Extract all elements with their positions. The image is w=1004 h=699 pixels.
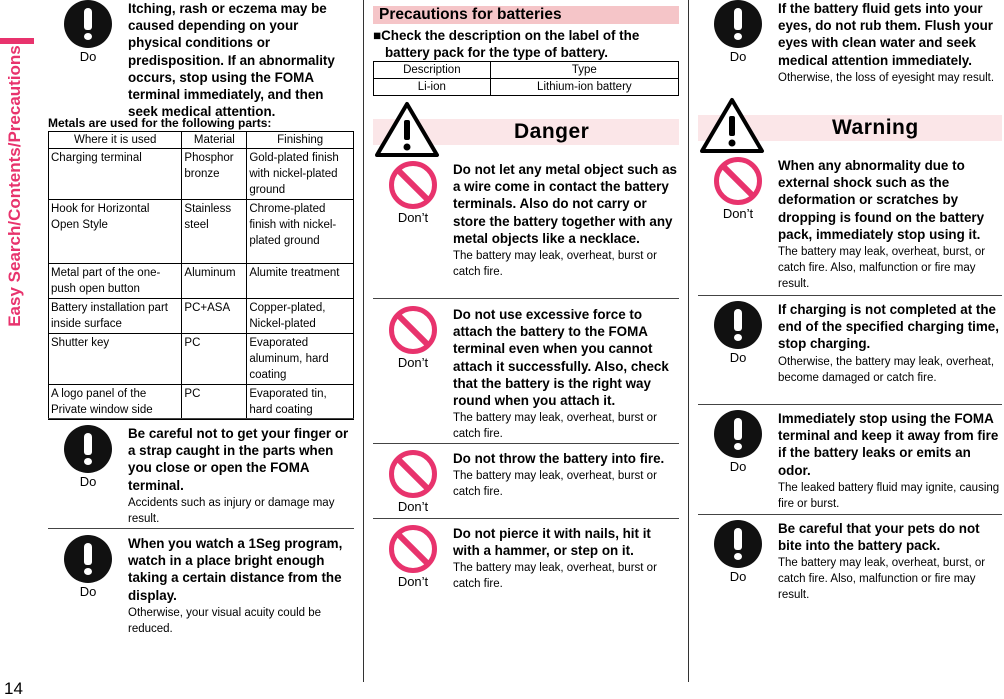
do-icon <box>714 410 762 458</box>
icon-caption: Do <box>729 49 747 64</box>
prohibited-icon <box>389 161 437 209</box>
table-cell: PC <box>182 334 247 385</box>
caution-text: Be careful that your pets do not bite into the battery pack. <box>778 521 980 554</box>
table-header-row <box>374 62 679 79</box>
icon-cell <box>373 161 453 280</box>
section-title: Precautions for batteries <box>373 6 679 24</box>
table-row <box>49 200 354 264</box>
column-header: Where it is used <box>49 132 182 149</box>
caution-text: Do not let any metal object such as a wire come in contact the battery terminals. Also do not carry or store the battery together with any metal objects like a necklace. <box>453 162 677 246</box>
caution-note: The battery may leak, overheat, burst, or catch fire. Also, malfunction or fire may result. <box>778 246 986 291</box>
caution-text: If charging is not completed at the end of the specified charging time, stop charging. <box>778 302 999 352</box>
caution-note: Otherwise, the loss of eyesight may result. <box>778 71 995 84</box>
icon-cell <box>373 306 453 442</box>
icon-caption: Don’t <box>397 574 429 589</box>
table-cell: Lithium-ion battery <box>490 79 678 96</box>
table-cell: Chrome-plated finish with nickel-plated ground <box>247 200 354 264</box>
icon-cell <box>48 425 128 527</box>
page-number: 14 <box>4 679 23 698</box>
icon-cell <box>373 450 453 514</box>
icon-cell <box>48 535 128 637</box>
icon-cell <box>698 0 778 86</box>
caution-note: The leaked battery fluid may ignite, causing fire or burst. <box>778 481 1000 510</box>
table-cell: Gold-plated finish with nickel-plated ground <box>247 149 354 200</box>
icon-caption: Do <box>729 350 747 365</box>
caution-text: When any abnormality due to external shock such as the deformation or scratches by dropping is found on the battery pack, immediately stop using it. <box>778 158 985 242</box>
icon-cell <box>698 157 778 292</box>
icon-cell <box>373 525 453 592</box>
caution-text: When you watch a 1Seg program, watch in a place bright enough taking a certain distance from the display. <box>128 536 343 603</box>
table-cell: PC <box>182 385 247 420</box>
divider <box>698 404 1002 405</box>
prohibited-icon <box>389 306 437 354</box>
caution-entry <box>698 520 1002 603</box>
icon-caption: Do <box>79 49 97 64</box>
do-icon <box>714 301 762 349</box>
table-cell: Shutter key <box>49 334 182 385</box>
icon-caption: Do <box>729 569 747 584</box>
table-cell: Phosphor bronze <box>182 149 247 200</box>
warning-triangle-icon <box>374 100 440 158</box>
icon-caption: Do <box>79 584 97 599</box>
icon-cell <box>698 410 778 512</box>
prohibited-icon <box>389 450 437 498</box>
icon-cell <box>698 301 778 386</box>
caution-text: If the battery fluid gets into your eyes, do not rub them. Flush your eyes with clean water and seek medical attention immediately. <box>778 1 994 68</box>
caution-note: Otherwise, your visual acuity could be reduced. <box>128 606 322 635</box>
caution-entry <box>698 410 1002 512</box>
do-icon <box>64 425 112 473</box>
icon-caption: Don’t <box>397 499 429 514</box>
caution-note: The battery may leak, overheat, burst or catch fire. <box>453 470 657 499</box>
divider <box>48 418 354 419</box>
caution-note: The battery may leak, overheat, burst or catch fire. <box>453 562 657 591</box>
table-cell: A logo panel of the Private window side <box>49 385 182 420</box>
divider <box>48 528 354 529</box>
icon-cell <box>48 0 128 120</box>
table-cell: Metal part of the one-push open button <box>49 264 182 299</box>
metals-heading: Metals are used for the following parts: <box>48 116 272 130</box>
caution-text: Do not pierce it with nails, hit it with a hammer, or step on it. <box>453 526 651 559</box>
side-tab[interactable] <box>0 0 34 699</box>
caution-entry <box>373 525 679 592</box>
table-cell: Evaporated aluminum, hard coating <box>247 334 354 385</box>
table-cell: Alumite treatment <box>247 264 354 299</box>
table-row <box>374 79 679 96</box>
column-divider <box>688 0 689 682</box>
caution-entry <box>698 0 1002 86</box>
caution-entry <box>48 425 354 527</box>
table-row <box>49 264 354 299</box>
do-icon <box>714 0 762 48</box>
do-icon <box>64 0 112 48</box>
caution-text: Itching, rash or eczema may be caused depending on your physical conditions or predisposition. If an abnormality occurs, stop using the FOMA terminal immediately, and then seek medical attention. <box>128 1 335 120</box>
table-header-row <box>49 132 354 149</box>
do-icon <box>714 520 762 568</box>
table-row <box>49 385 354 420</box>
prohibited-icon <box>389 525 437 573</box>
battery-table <box>373 61 679 96</box>
prohibited-icon <box>714 157 762 205</box>
table-cell: Aluminum <box>182 264 247 299</box>
table-cell: Copper-plated, Nickel-plated <box>247 299 354 334</box>
divider <box>698 514 1002 515</box>
table-cell: Li-ion <box>374 79 491 96</box>
caution-text: Be careful not to get your finger or a strap caught in the parts when you close or open the FOMA terminal. <box>128 426 349 493</box>
table-cell: Battery installation part inside surface <box>49 299 182 334</box>
caution-note: The battery may leak, overheat, burst or catch fire. <box>453 412 657 441</box>
caution-entry <box>698 157 1002 292</box>
icon-caption: Don’t <box>397 210 429 225</box>
warning-triangle-icon <box>699 96 765 154</box>
table-row <box>49 149 354 200</box>
table-cell: Charging terminal <box>49 149 182 200</box>
icon-cell <box>698 520 778 603</box>
caution-text: Do not throw the battery into fire. <box>453 451 665 466</box>
banner-title: Danger <box>514 120 590 143</box>
metals-table <box>48 131 354 420</box>
icon-caption: Do <box>729 459 747 474</box>
divider <box>373 443 679 444</box>
caution-entry <box>373 306 679 442</box>
table-row <box>49 334 354 385</box>
icon-caption: Do <box>79 474 97 489</box>
side-tab-label: Easy Search/Contents/Precautions <box>5 45 24 327</box>
caution-note: Accidents such as injury or damage may result. <box>128 496 335 525</box>
column-header: Finishing <box>247 132 354 149</box>
do-icon <box>64 535 112 583</box>
column-header: Type <box>490 62 678 79</box>
column-header: Material <box>182 132 247 149</box>
divider <box>698 295 1002 296</box>
table-cell: Hook for Horizontal Open Style <box>49 200 182 264</box>
table-cell: Evaporated tin, hard coating <box>247 385 354 420</box>
caution-entry <box>373 450 679 514</box>
check-heading: ■Check the description on the label of the battery pack for the type of battery. <box>373 28 640 61</box>
banner-title: Warning <box>832 116 919 139</box>
caution-entry <box>48 535 354 637</box>
divider <box>373 518 679 519</box>
column-header: Description <box>374 62 491 79</box>
table-row <box>49 299 354 334</box>
caution-text: Immediately stop using the FOMA terminal and keep it away from fire if the battery leaks or emits an odor. <box>778 411 999 478</box>
icon-caption: Don’t <box>397 355 429 370</box>
caution-entry <box>373 161 679 280</box>
caution-entry <box>698 301 1002 386</box>
caution-note: The battery may leak, overheat, burst, or catch fire. Also, malfunction or fire may result. <box>778 557 986 602</box>
icon-caption: Don’t <box>722 206 754 221</box>
caution-note: Otherwise, the battery may leak, overheat, become damaged or catch fire. <box>778 355 995 384</box>
caution-note: The battery may leak, overheat, burst or catch fire. <box>453 250 657 279</box>
caution-text: Do not use excessive force to attach the battery to the FOMA terminal even when you cannot attach it successfully. Also, check that the battery is the right way round when you attach it. <box>453 307 669 409</box>
caution-entry <box>48 0 354 120</box>
divider <box>373 298 679 299</box>
column-divider <box>363 0 364 682</box>
table-cell: PC+ASA <box>182 299 247 334</box>
table-cell: Stainless steel <box>182 200 247 264</box>
